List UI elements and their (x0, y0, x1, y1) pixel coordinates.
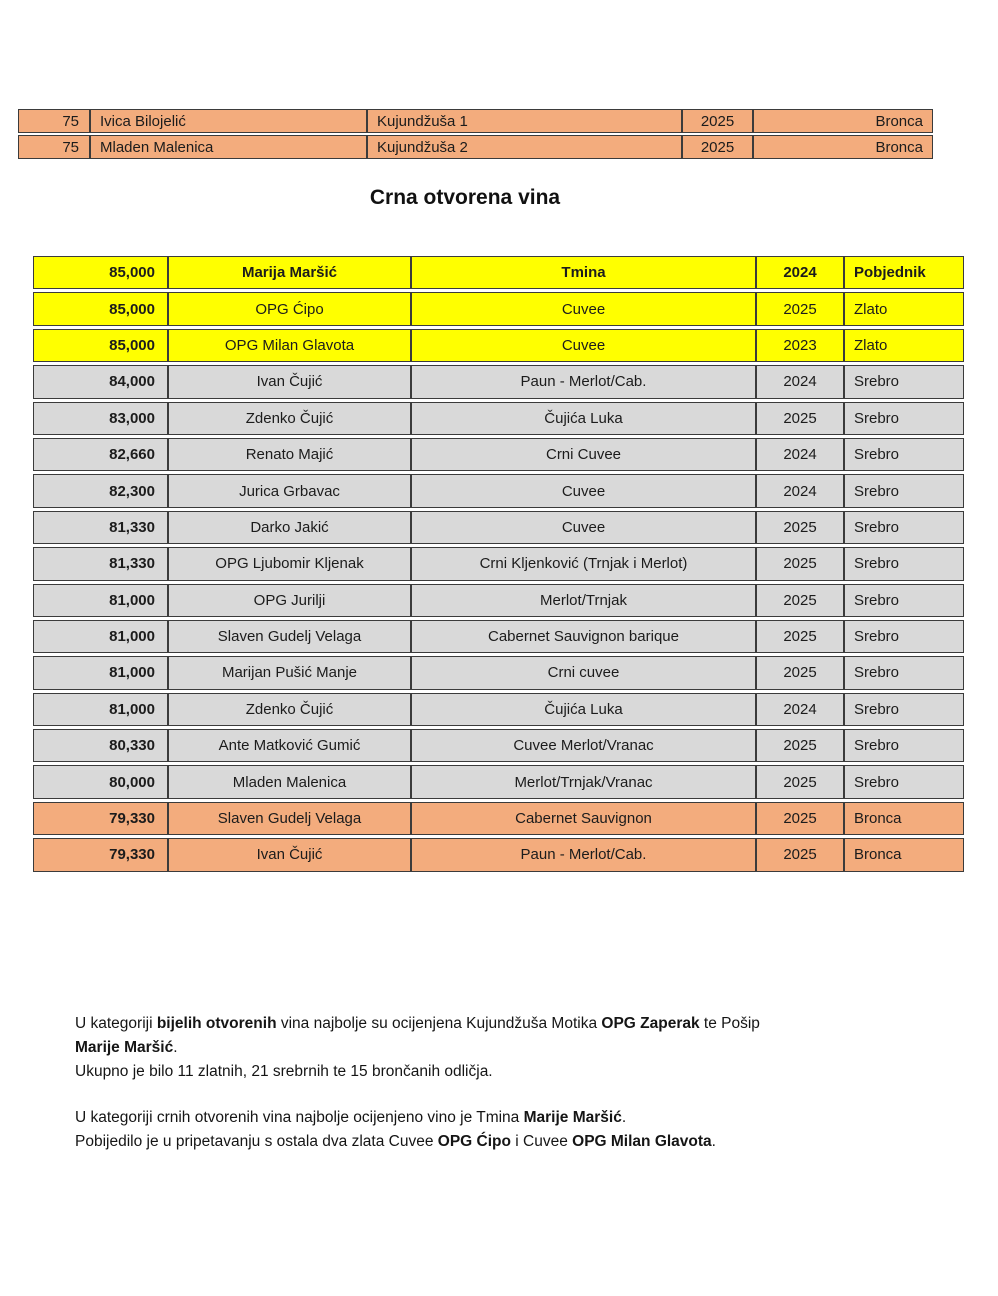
table-row (33, 365, 964, 398)
wine-cell: Cuvee (411, 329, 756, 362)
medal-cell: Srebro (844, 474, 964, 507)
name-cell: Darko Jakić (168, 511, 411, 544)
medal-cell: Pobjednik (844, 256, 964, 289)
score-cell: 81,000 (33, 656, 168, 689)
score-cell: 82,300 (33, 474, 168, 507)
year-cell: 2025 (682, 135, 753, 159)
wine-cell: Merlot/Trnjak/Vranac (411, 765, 756, 798)
table-row (33, 292, 964, 325)
table-row (18, 109, 933, 133)
table-row (33, 474, 964, 507)
year-cell: 2025 (756, 802, 844, 835)
wine-cell: Crni Kljenković (Trnjak i Merlot) (411, 547, 756, 580)
score-cell: 85,000 (33, 292, 168, 325)
score-cell: 79,330 (33, 802, 168, 835)
year-cell: 2025 (756, 402, 844, 435)
medal-cell: Srebro (844, 511, 964, 544)
score-cell: 79,330 (33, 838, 168, 871)
name-cell: Mladen Malenica (168, 765, 411, 798)
wine-cell: Čujića Luka (411, 402, 756, 435)
year-cell: 2024 (756, 693, 844, 726)
wine-cell: Kujundžuša 1 (367, 109, 682, 133)
table-row (33, 765, 964, 798)
main-results-table (33, 253, 964, 875)
year-cell: 2025 (756, 729, 844, 762)
medal-cell: Srebro (844, 438, 964, 471)
name-cell: Slaven Gudelj Velaga (168, 802, 411, 835)
medal-cell: Srebro (844, 402, 964, 435)
note-line: U kategoriji bijelih otvorenih vina najbolje su ocijenjena Kujundžuša Motika OPG Zaperak te Pošip (75, 1015, 760, 1032)
year-cell: 2025 (756, 292, 844, 325)
score-cell: 84,000 (33, 365, 168, 398)
table-row (18, 135, 933, 159)
wine-cell: Cabernet Sauvignon barique (411, 620, 756, 653)
table-row (33, 329, 964, 362)
wine-cell: Merlot/Trnjak (411, 584, 756, 617)
score-cell: 83,000 (33, 402, 168, 435)
name-cell: Ivan Čujić (168, 838, 411, 871)
note-line: U kategoriji crnih otvorenih vina najbolje ocijenjeno vino je Tmina Marije Maršić. (75, 1109, 627, 1126)
name-cell: Ante Matković Gumić (168, 729, 411, 762)
name-cell: Jurica Grbavac (168, 474, 411, 507)
medal-cell: Bronca (753, 109, 933, 133)
top-results-table (18, 107, 933, 161)
table-row (33, 802, 964, 835)
name-cell: Marija Maršić (168, 256, 411, 289)
name-cell: Mladen Malenica (90, 135, 367, 159)
top-results-table-body (18, 109, 933, 159)
name-cell: Ivica Bilojelić (90, 109, 367, 133)
year-cell: 2025 (756, 765, 844, 798)
table-row (33, 729, 964, 762)
wine-cell: Kujundžuša 2 (367, 135, 682, 159)
score-cell: 85,000 (33, 329, 168, 362)
wine-cell: Cuvee (411, 474, 756, 507)
score-cell: 80,000 (33, 765, 168, 798)
wine-cell: Čujića Luka (411, 693, 756, 726)
name-cell: Ivan Čujić (168, 365, 411, 398)
main-results-table-body (33, 256, 964, 872)
wine-cell: Paun - Merlot/Cab. (411, 365, 756, 398)
medal-cell: Zlato (844, 329, 964, 362)
year-cell: 2023 (756, 329, 844, 362)
score-cell: 81,330 (33, 511, 168, 544)
table-row (33, 656, 964, 689)
name-cell: Zdenko Čujić (168, 402, 411, 435)
year-cell: 2025 (756, 656, 844, 689)
wine-cell: Tmina (411, 256, 756, 289)
table-row (33, 693, 964, 726)
table-row (33, 584, 964, 617)
medal-cell: Srebro (844, 656, 964, 689)
medal-cell: Srebro (844, 693, 964, 726)
table-row (33, 620, 964, 653)
wine-cell: Cuvee (411, 292, 756, 325)
medal-cell: Srebro (844, 729, 964, 762)
wine-cell: Crni cuvee (411, 656, 756, 689)
name-cell: OPG Ćipo (168, 292, 411, 325)
name-cell: OPG Jurilji (168, 584, 411, 617)
name-cell: OPG Milan Glavota (168, 329, 411, 362)
score-cell: 75 (18, 109, 90, 133)
note-line: Ukupno je bilo 11 zlatnih, 21 srebrnih te 15 brončanih odličja. (75, 1063, 493, 1080)
score-cell: 81,000 (33, 620, 168, 653)
score-cell: 75 (18, 135, 90, 159)
medal-cell: Srebro (844, 620, 964, 653)
name-cell: Slaven Gudelj Velaga (168, 620, 411, 653)
name-cell: OPG Ljubomir Kljenak (168, 547, 411, 580)
medal-cell: Srebro (844, 547, 964, 580)
score-cell: 85,000 (33, 256, 168, 289)
name-cell: Renato Majić (168, 438, 411, 471)
score-cell: 81,000 (33, 693, 168, 726)
score-cell: 82,660 (33, 438, 168, 471)
year-cell: 2024 (756, 474, 844, 507)
note-line: Marije Maršić. (75, 1039, 178, 1056)
medal-cell: Srebro (844, 584, 964, 617)
table-row (33, 402, 964, 435)
section-title: Crna otvorena vina (369, 186, 561, 209)
year-cell: 2024 (756, 365, 844, 398)
summary-notes (75, 1012, 945, 1154)
wine-cell: Crni Cuvee (411, 438, 756, 471)
year-cell: 2024 (756, 438, 844, 471)
wine-cell: Paun - Merlot/Cab. (411, 838, 756, 871)
medal-cell: Bronca (844, 838, 964, 871)
medal-cell: Bronca (844, 802, 964, 835)
medal-cell: Bronca (753, 135, 933, 159)
year-cell: 2025 (756, 584, 844, 617)
score-cell: 80,330 (33, 729, 168, 762)
note-paragraph (75, 1012, 945, 1084)
note-line: Pobijedilo je u pripetavanju s ostala dva zlata Cuvee OPG Ćipo i Cuvee OPG Milan Glavota. (75, 1133, 716, 1150)
year-cell: 2025 (756, 547, 844, 580)
year-cell: 2025 (756, 838, 844, 871)
year-cell: 2024 (756, 256, 844, 289)
name-cell: Zdenko Čujić (168, 693, 411, 726)
year-cell: 2025 (682, 109, 753, 133)
wine-cell: Cuvee Merlot/Vranac (411, 729, 756, 762)
wine-cell: Cabernet Sauvignon (411, 802, 756, 835)
table-row (33, 838, 964, 871)
year-cell: 2025 (756, 620, 844, 653)
medal-cell: Srebro (844, 365, 964, 398)
year-cell: 2025 (756, 511, 844, 544)
table-row (33, 511, 964, 544)
wine-cell: Cuvee (411, 511, 756, 544)
score-cell: 81,000 (33, 584, 168, 617)
table-row (33, 547, 964, 580)
name-cell: Marijan Pušić Manje (168, 656, 411, 689)
medal-cell: Zlato (844, 292, 964, 325)
table-row (33, 438, 964, 471)
medal-cell: Srebro (844, 765, 964, 798)
score-cell: 81,330 (33, 547, 168, 580)
table-row (33, 256, 964, 289)
note-paragraph (75, 1106, 945, 1154)
